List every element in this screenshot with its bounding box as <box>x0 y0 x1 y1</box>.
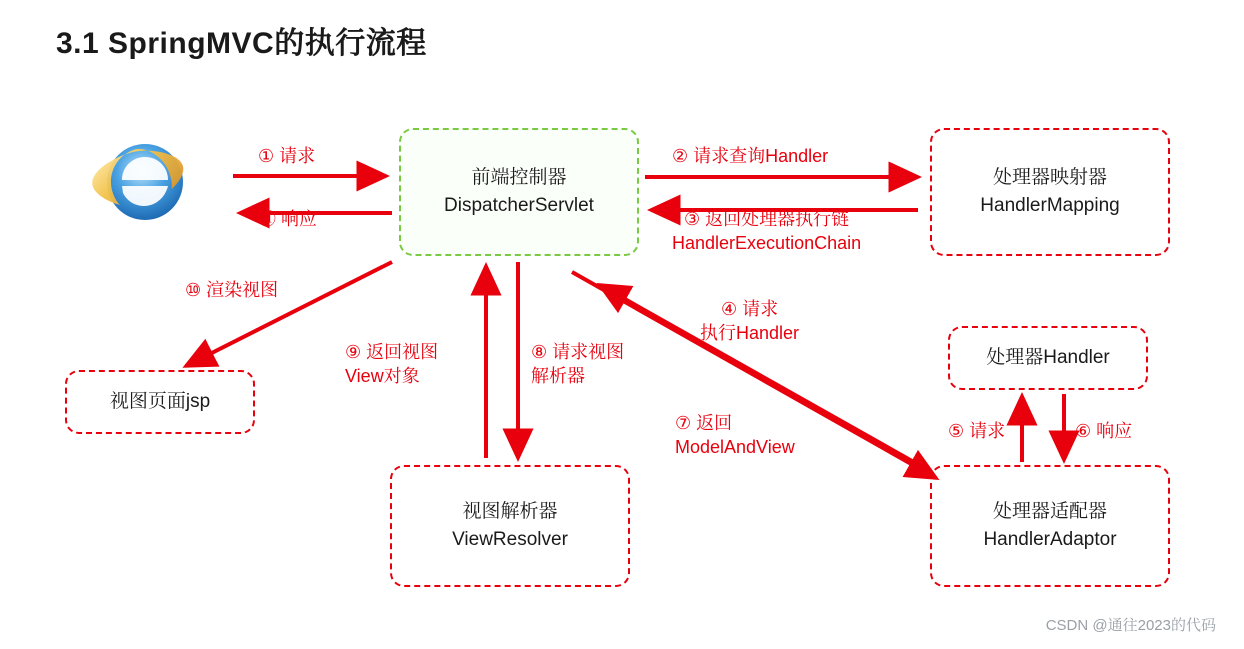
node-handler-mapping-line1: 处理器映射器 <box>992 167 1107 189</box>
internet-explorer-icon <box>88 124 204 232</box>
label-3-execution-chain: ③ 返回处理器执行链 HandlerExecutionChain <box>672 209 862 254</box>
label-9-return-view: ⑨ 返回视图 View对象 <box>345 342 439 387</box>
watermark: CSDN @通往2023的代码 <box>1045 617 1216 634</box>
label-2-query-handler: ② 请求查询Handler <box>672 146 829 166</box>
node-view-resolver-line2: ViewResolver <box>452 529 568 550</box>
node-handler-adaptor[interactable] <box>930 465 1170 587</box>
node-handler-line1: 处理器Handler <box>986 347 1110 369</box>
node-handler-mapping[interactable] <box>930 128 1170 256</box>
label-1-request: ① 请求 <box>258 146 316 166</box>
label-6-response: ⑥ 响应 <box>1075 421 1133 441</box>
node-handler[interactable] <box>948 326 1148 390</box>
node-view-page-line1: 视图页面jsp <box>109 391 211 413</box>
node-dispatcher-line2: DispatcherServlet <box>444 195 594 216</box>
label-10-render-view: ⑩ 渲染视图 <box>185 280 279 300</box>
node-view-resolver[interactable] <box>390 465 630 587</box>
node-view-page[interactable] <box>65 370 255 434</box>
node-handler-adaptor-line2: HandlerAdaptor <box>983 529 1117 550</box>
node-handler-adaptor-line1: 处理器适配器 <box>992 501 1107 523</box>
label-7-model-and-view: ⑦ 返回 ModelAndView <box>675 413 795 458</box>
label-5-request: ⑤ 请求 <box>948 421 1006 441</box>
node-dispatcher-line1: 前端控制器 <box>471 167 567 189</box>
label-11-response: ⑪ 响应 <box>258 209 318 229</box>
label-8-view-resolver: ⑧ 请求视图 解析器 <box>531 342 625 387</box>
label-4-execute-handler: ④ 请求 执行Handler <box>700 299 800 344</box>
page-title: 3.1 SpringMVC的执行流程 <box>56 27 427 60</box>
node-view-resolver-line1: 视图解析器 <box>462 501 558 523</box>
node-dispatcher-servlet[interactable] <box>399 128 639 256</box>
node-handler-mapping-line2: HandlerMapping <box>980 195 1120 216</box>
